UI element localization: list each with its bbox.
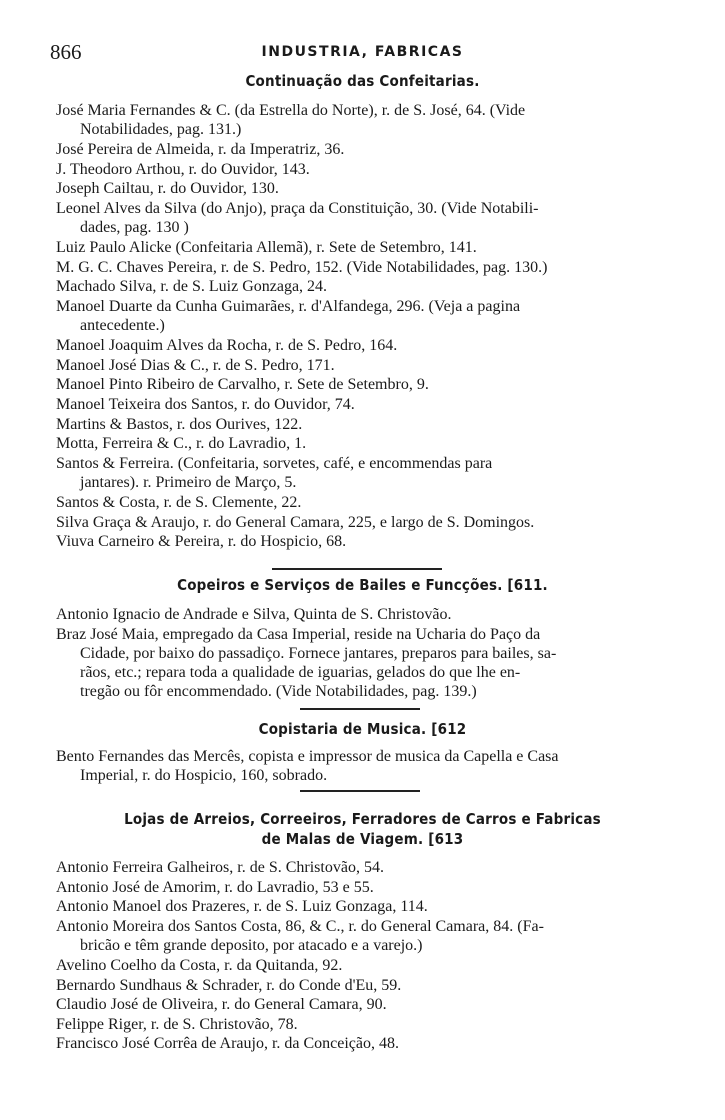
list-item: [56, 395, 705, 414]
running-head: INDUSTRIA, FABRICAS: [261, 44, 464, 60]
entry-text: Claudio José de Oliveira, r. do General Camara, 90.: [56, 996, 387, 1014]
entry-text: Santos & Costa, r. de S. Clemente, 22.: [56, 494, 302, 511]
list-item: [56, 415, 705, 434]
entry-text-continued: dades, pag. 130 ): [80, 219, 189, 237]
entry-text: Machado Silva, r. de S. Luiz Gonzaga, 24.: [56, 278, 328, 296]
section-divider: [300, 790, 420, 792]
entry-text: Braz José Maia, empregado da Casa Imperial, reside na Ucharia do Paço da: [56, 625, 541, 643]
section-title: Lojas de Arreios, Correeiros, Ferradores de Carros e Fabricas: [124, 810, 601, 828]
entry-text: Antonio Ferreira Galheiros, r. de S. Christovão, 54.: [56, 859, 384, 876]
list-item: [56, 454, 705, 492]
entry-text: Luiz Paulo Alicke (Confeitaria Allemã), r. Sete de Setembro, 141.: [56, 239, 477, 257]
section-title-continued: de Malas de Viagem. [613: [261, 830, 464, 848]
list-item: [56, 976, 705, 995]
entry-text: Antonio Manoel dos Prazeres, r. de S. Luiz Gonzaga, 114.: [56, 898, 428, 916]
list-item: [56, 277, 705, 296]
entry-text: Joseph Cailtau, r. do Ouvidor, 130.: [56, 180, 279, 198]
entry-text: Manoel Teixeira dos Santos, r. do Ouvidor, 74.: [56, 396, 355, 413]
entry-text: Leonel Alves da Silva (do Anjo), praça da Constituição, 30. (Vide Notabili-: [56, 200, 539, 217]
list-item: [56, 238, 705, 257]
list-item: [56, 434, 705, 453]
entry-text: Manoel Joaquim Alves da Rocha, r. de S. Pedro, 164.: [56, 337, 398, 355]
entry-text-continued: rãos, etc.; repara toda a qualidade de iguarias, gelados do que lhe en-: [80, 664, 521, 681]
list-item: [56, 995, 705, 1014]
section-divider: [300, 708, 420, 710]
entry-text: Manoel Duarte da Cunha Guimarães, r. d'Alfandega, 296. (Veja a pagina: [56, 298, 521, 315]
list-item: [56, 747, 705, 785]
entry-text-continued: Imperial, r. do Hospicio, 160, sobrado.: [80, 767, 328, 785]
page-number: 866: [50, 40, 82, 64]
entry-text-continued: bricão e têm grande deposito, por atacado e a varejo.): [80, 937, 423, 954]
list-item: [56, 179, 705, 198]
list-item: [56, 336, 705, 355]
entry-text: Martins & Bastos, r. dos Ourives, 122.: [56, 415, 303, 433]
list-item: [56, 160, 705, 179]
entry-text: Santos & Ferreira. (Confeitaria, sorvetes, café, e encommendas para: [56, 454, 493, 472]
section-title: Copistaria de Musica. [612: [258, 720, 467, 738]
entry-text-continued: Cidade, por baixo do passadiço. Fornece jantares, preparos para bailes, sa-: [80, 644, 557, 662]
list-item: [56, 956, 705, 975]
entry-text-continued: tregão ou fôr encommendado. (Vide Notabilidades, pag. 139.): [80, 683, 477, 701]
entry-text: Bernardo Sundhaus & Schrader, r. do Conde d'Eu, 59.: [56, 976, 402, 994]
entry-text: J. Theodoro Arthou, r. do Ouvidor, 143.: [56, 160, 310, 178]
list-item: [56, 1015, 705, 1034]
list-item: [56, 605, 705, 624]
entry-text: Silva Graça & Araujo, r. do General Camara, 225, e largo de S. Domingos.: [56, 513, 535, 531]
list-item: [56, 532, 705, 551]
list-item: [56, 513, 705, 532]
list-item: [56, 878, 705, 897]
list-item: [56, 258, 705, 277]
entry-text: José Pereira de Almeida, r. da Imperatriz, 36.: [56, 141, 345, 159]
entry-text: Felippe Riger, r. de S. Christovão, 78.: [56, 1015, 298, 1033]
list-item: [56, 1034, 705, 1053]
entry-text-continued: jantares). r. Primeiro de Março, 5.: [80, 474, 297, 491]
entry-text: Avelino Coelho da Costa, r. da Quitanda, 92.: [56, 957, 343, 974]
entry-text-continued: antecedente.): [80, 317, 165, 335]
entry-text: Viuva Carneiro & Pereira, r. do Hospicio, 68.: [56, 533, 347, 551]
list-item: [56, 897, 705, 916]
entry-text: Antonio Ignacio de Andrade e Silva, Quinta de S. Christovão.: [56, 606, 452, 623]
entry-text: Bento Fernandes das Mercês, copista e impressor de musica da Capella e Casa: [56, 748, 559, 765]
list-item: [56, 858, 705, 877]
entry-text: Antonio Moreira dos Santos Costa, 86, & C., r. do General Camara, 84. (Fa-: [56, 917, 544, 935]
list-item: [56, 375, 705, 394]
list-item: [56, 297, 705, 335]
list-item: [56, 493, 705, 512]
list-item: [56, 199, 705, 237]
list-item: [56, 917, 705, 955]
entry-text: Manoel José Dias & C., r. de S. Pedro, 171.: [56, 356, 335, 374]
section-title: Copeiros e Serviços de Bailes e Funcções. [611.: [177, 576, 548, 594]
entry-text: Antonio José de Amorim, r. do Lavradio, 53 e 55.: [56, 878, 374, 896]
entry-text: M. G. C. Chaves Pereira, r. de S. Pedro, 152. (Vide Notabilidades, pag. 130.): [56, 258, 548, 276]
entry-text-continued: Notabilidades, pag. 131.): [80, 121, 242, 139]
list-item: [56, 356, 705, 375]
list-item: [56, 625, 705, 702]
page-header: [50, 40, 675, 66]
entry-text: Francisco José Corrêa de Araujo, r. da Conceição, 48.: [56, 1035, 400, 1053]
list-item: [56, 101, 705, 139]
section-divider: [272, 568, 442, 570]
entry-text: José Maria Fernandes & C. (da Estrella do Norte), r. de S. José, 64. (Vide: [56, 102, 526, 119]
entry-text: Manoel Pinto Ribeiro de Carvalho, r. Sete de Setembro, 9.: [56, 376, 429, 394]
list-item: [56, 140, 705, 159]
entry-text: Motta, Ferreira & C., r. do Lavradio, 1.: [56, 435, 307, 453]
section-title: Continuação das Confeitarias.: [245, 72, 480, 90]
